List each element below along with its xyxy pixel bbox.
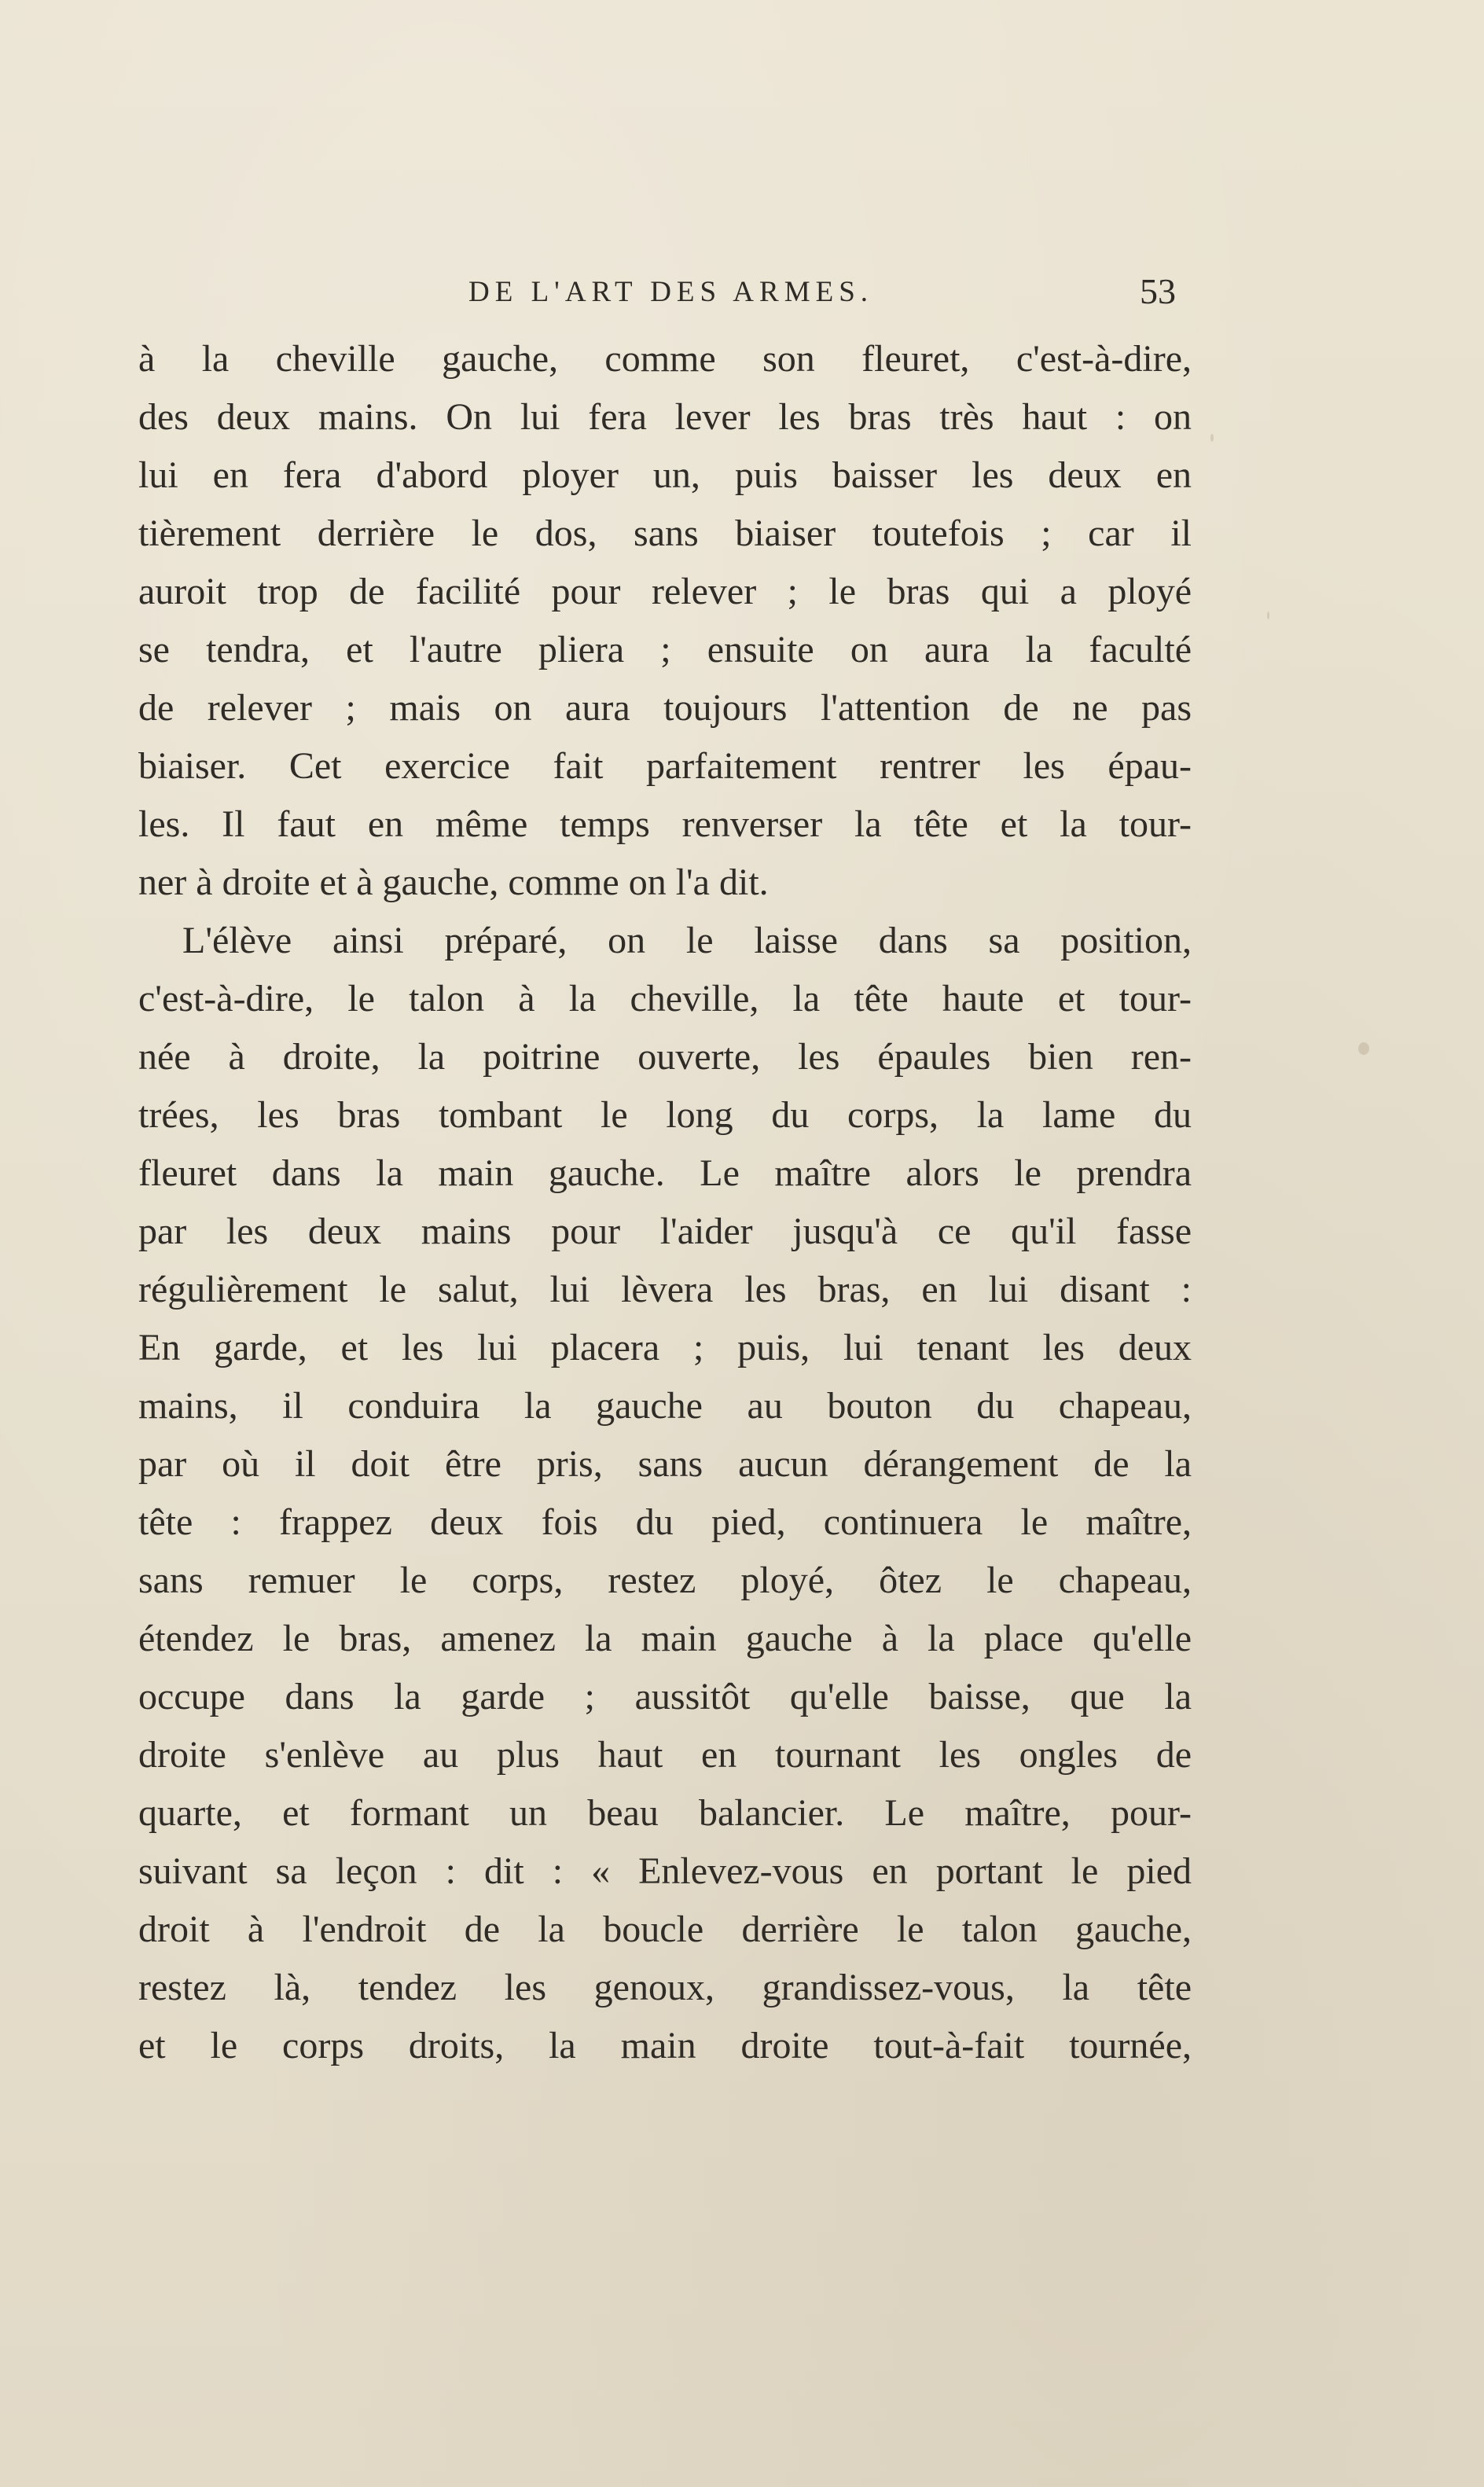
text-line: tièrement derrière le dos, sans biaiser toutefois ; car il xyxy=(138,512,1192,554)
text-line: les. Il faut en même temps renverser la tête et la tour- xyxy=(138,803,1192,845)
text-line: se tendra, et l'autre pliera ; ensuite on aura la faculté xyxy=(138,629,1192,670)
text-line: trées, les bras tombant le long du corps, la lame du xyxy=(138,1094,1192,1136)
text-line: de relever ; mais on aura toujours l'attention de ne pas xyxy=(138,687,1192,729)
text-line: et le corps droits, la main droite tout-à-fait tournée, xyxy=(138,2025,1192,2066)
paper-stain xyxy=(1210,434,1214,442)
body-text xyxy=(138,330,1192,2075)
text-line: L'élève ainsi préparé, on le laisse dans sa position, xyxy=(182,920,1192,961)
text-line: par les deux mains pour l'aider jusqu'à ce qu'il fasse xyxy=(138,1210,1192,1252)
text-line: lui en fera d'abord ployer un, puis baisser les deux en xyxy=(138,454,1192,496)
text-line: quarte, et formant un beau balancier. Le maître, pour- xyxy=(138,1792,1192,1834)
running-head-title: DE L'ART DES ARMES. xyxy=(468,276,874,308)
paper-stain xyxy=(1358,1042,1369,1055)
text-line: étendez le bras, amenez la main gauche à la place qu'elle xyxy=(138,1618,1192,1659)
paragraph xyxy=(138,912,1192,2075)
text-line: droite s'enlève au plus haut en tournant les ongles de xyxy=(138,1734,1192,1776)
text-line: à la cheville gauche, comme son fleuret, c'est-à-dire, xyxy=(138,338,1192,380)
text-line: mains, il conduira la gauche au bouton du chapeau, xyxy=(138,1385,1192,1427)
text-line: ner à droite et à gauche, comme on l'a dit. xyxy=(138,861,769,903)
text-line: par où il doit être pris, sans aucun dérangement de la xyxy=(138,1443,1192,1485)
text-line: des deux mains. On lui fera lever les bras très haut : on xyxy=(138,396,1192,438)
text-line: biaiser. Cet exercice fait parfaitement rentrer les épau- xyxy=(138,745,1192,787)
page-number: 53 xyxy=(1140,271,1176,311)
paragraph xyxy=(138,330,1192,912)
text-line: droit à l'endroit de la boucle derrière le talon gauche, xyxy=(138,1908,1192,1950)
text-line: En garde, et les lui placera ; puis, lui tenant les deux xyxy=(138,1327,1192,1368)
text-line: occupe dans la garde ; aussitôt qu'elle baisse, que la xyxy=(138,1676,1192,1717)
running-head xyxy=(138,272,1176,319)
text-line: restez là, tendez les genoux, grandissez-vous, la tête xyxy=(138,1967,1192,2008)
text-line: née à droite, la poitrine ouverte, les épaules bien ren- xyxy=(138,1036,1192,1078)
text-line: c'est-à-dire, le talon à la cheville, la tête haute et tour- xyxy=(138,978,1192,1019)
text-line: sans remuer le corps, restez ployé, ôtez le chapeau, xyxy=(138,1559,1192,1601)
text-line: suivant sa leçon : dit : « Enlevez-vous en portant le pied xyxy=(138,1850,1192,1892)
text-line: tête : frappez deux fois du pied, continuera le maître, xyxy=(138,1501,1192,1543)
text-line: régulièrement le salut, lui lèvera les bras, en lui disant : xyxy=(138,1269,1192,1310)
text-line: auroit trop de facilité pour relever ; le bras qui a ployé xyxy=(138,571,1192,612)
text-line: fleuret dans la main gauche. Le maître alors le prendra xyxy=(138,1152,1192,1194)
paper-stain xyxy=(1267,612,1269,619)
